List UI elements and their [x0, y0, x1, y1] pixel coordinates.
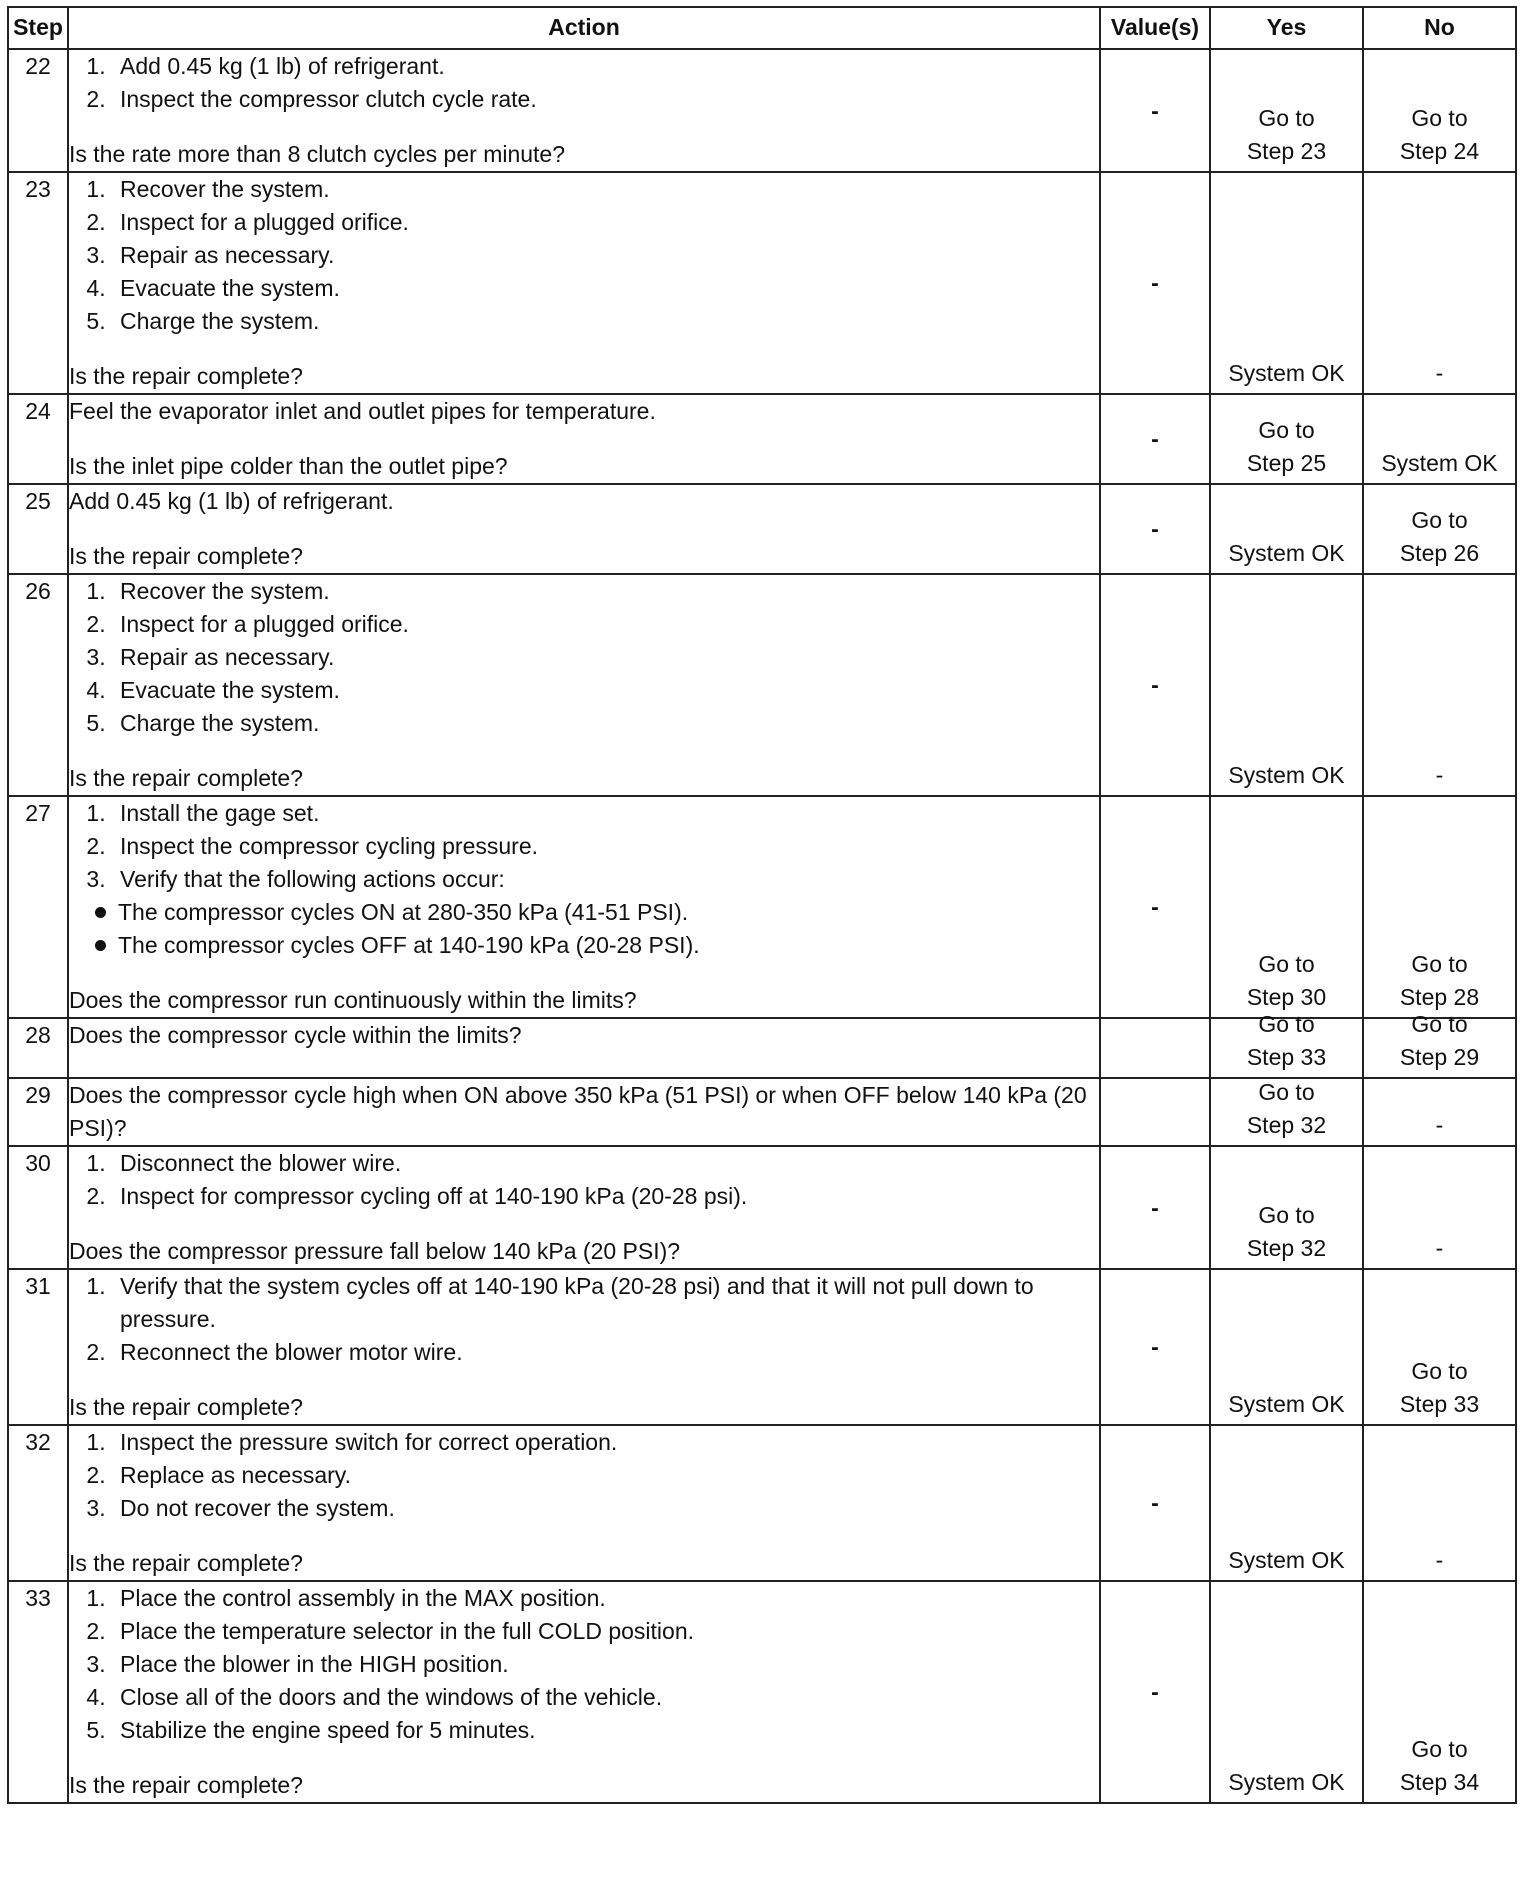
action-question: Is the repair complete?	[69, 1772, 303, 1798]
yes-cell	[1210, 796, 1363, 1018]
value-cell	[1100, 1018, 1210, 1078]
action-list	[69, 50, 1099, 116]
no-cell	[1363, 1581, 1516, 1803]
action-list	[69, 575, 1099, 740]
action-text: Add 0.45 kg (1 lb) of refrigerant.	[69, 488, 394, 514]
action-cell	[68, 49, 1100, 172]
yes-cell	[1210, 1269, 1363, 1425]
table-row	[8, 1425, 1516, 1581]
yes-outcome	[1211, 1008, 1362, 1074]
yes-cell	[1210, 1425, 1363, 1581]
value-text: -	[1151, 515, 1159, 542]
no-outcome	[1364, 1008, 1515, 1074]
table-row	[8, 574, 1516, 796]
yes-outcome-line: Go to	[1258, 1011, 1315, 1037]
action-text: Feel the evaporator inlet and outlet pipes for temperature.	[69, 398, 656, 424]
action-question: Is the repair complete?	[69, 363, 303, 389]
value-text: -	[1151, 269, 1159, 296]
yes-cell	[1210, 172, 1363, 394]
value-text: -	[1151, 1489, 1159, 1516]
action-list-item: 4. Evacuate the system.	[112, 272, 1099, 305]
no-outcome-line: Step 34	[1399, 1769, 1480, 1795]
yes-cell	[1210, 1146, 1363, 1269]
action-question: Does the compressor pressure fall below 140 kPa (20 PSI)?	[69, 1238, 681, 1264]
yes-cell	[1210, 49, 1363, 172]
no-outcome-line: Go to	[1411, 951, 1468, 977]
value-text: -	[1151, 425, 1159, 452]
no-cell	[1363, 796, 1516, 1018]
action-cell	[68, 796, 1100, 1018]
no-outcome	[1364, 1355, 1515, 1421]
action-list-item: 1. Add 0.45 kg (1 lb) of refrigerant.	[112, 50, 1099, 83]
no-outcome-line: Go to	[1411, 105, 1468, 131]
no-outcome-line: Go to	[1411, 1358, 1468, 1384]
action-cell	[68, 1146, 1100, 1269]
table-row	[8, 1078, 1516, 1146]
yes-outcome	[1211, 1388, 1362, 1421]
step-number: 25	[8, 484, 68, 574]
no-outcome	[1364, 1544, 1515, 1577]
yes-outcome-line: System OK	[1228, 762, 1345, 788]
action-list-item: 1. Recover the system.	[112, 575, 1099, 608]
no-cell	[1363, 172, 1516, 394]
value-text: -	[1151, 1678, 1159, 1705]
no-outcome-line: -	[1435, 1112, 1444, 1138]
value-text: -	[1151, 1194, 1159, 1220]
table-row	[8, 172, 1516, 394]
table-row	[8, 49, 1516, 172]
yes-outcome-line: System OK	[1228, 360, 1345, 386]
action-list-item: 2. Inspect for compressor cycling off at 140-190 kPa (20-28 psi).	[112, 1180, 1099, 1213]
value-text: -	[1151, 893, 1159, 920]
value-text: -	[1151, 671, 1159, 698]
yes-outcome	[1211, 1076, 1362, 1142]
action-bullets	[69, 896, 1099, 962]
action-cell	[68, 1425, 1100, 1581]
action-cell	[68, 172, 1100, 394]
action-cell	[68, 574, 1100, 796]
step-number: 22	[8, 49, 68, 172]
yes-outcome-line: System OK	[1228, 540, 1345, 566]
no-cell	[1363, 1078, 1516, 1146]
action-list-item: 3. Verify that the following actions occur:	[112, 863, 1099, 896]
action-list-item: 5. Stabilize the engine speed for 5 minutes.	[112, 1714, 1099, 1747]
yes-cell	[1210, 1581, 1363, 1803]
value-text: -	[1151, 1333, 1159, 1360]
action-list-item: 1. Inspect the pressure switch for correct operation.	[112, 1426, 1099, 1459]
action-list	[69, 173, 1099, 338]
action-cell	[68, 1269, 1100, 1425]
yes-cell	[1210, 1078, 1363, 1146]
action-list	[69, 1147, 1099, 1213]
action-list	[69, 1270, 1099, 1369]
action-text: Does the compressor cycle high when ON above 350 kPa (51 PSI) or when OFF below 140 kPa (20 PSI)?	[69, 1082, 1087, 1141]
no-outcome	[1364, 948, 1515, 1014]
no-outcome	[1364, 447, 1515, 480]
header-values: Value(s)	[1100, 7, 1210, 49]
table-row	[8, 1018, 1516, 1078]
no-outcome-line: Go to	[1411, 1011, 1468, 1037]
action-list-item: 1. Install the gage set.	[112, 797, 1099, 830]
action-question: Does the compressor run continuously within the limits?	[69, 987, 637, 1013]
yes-outcome-line: Go to	[1258, 417, 1315, 443]
no-outcome	[1364, 102, 1515, 168]
yes-outcome	[1211, 357, 1362, 390]
no-outcome-line: -	[1435, 360, 1444, 386]
yes-outcome	[1211, 414, 1362, 480]
no-outcome-line: -	[1435, 762, 1444, 788]
action-question: Is the repair complete?	[69, 543, 303, 569]
step-number: 33	[8, 1581, 68, 1803]
action-list-item: 1. Disconnect the blower wire.	[112, 1147, 1099, 1180]
yes-outcome	[1211, 537, 1362, 570]
value-cell	[1100, 484, 1210, 574]
no-outcome-line: Step 26	[1399, 540, 1480, 566]
diagnostic-table	[7, 6, 1517, 1804]
yes-outcome-line: Step 25	[1246, 450, 1327, 476]
table-body	[8, 49, 1516, 1803]
action-cell	[68, 394, 1100, 484]
action-list	[69, 797, 1099, 896]
yes-outcome	[1211, 1766, 1362, 1799]
no-outcome	[1364, 759, 1515, 792]
no-outcome	[1364, 504, 1515, 570]
no-cell	[1363, 1425, 1516, 1581]
action-list	[69, 1582, 1099, 1747]
value-cell	[1100, 1581, 1210, 1803]
action-list-item: 1. Verify that the system cycles off at 140-190 kPa (20-28 psi) and that it will not pull down to pressure.	[112, 1270, 1099, 1336]
no-outcome-line: Step 28	[1399, 984, 1480, 1010]
value-cell	[1100, 796, 1210, 1018]
action-question: Is the repair complete?	[69, 1550, 303, 1576]
table-row	[8, 484, 1516, 574]
yes-outcome-line: Go to	[1258, 951, 1315, 977]
action-question: Is the repair complete?	[69, 1394, 303, 1420]
step-number: 27	[8, 796, 68, 1018]
yes-outcome-line: Go to	[1258, 1079, 1315, 1105]
no-outcome	[1364, 1733, 1515, 1799]
no-outcome-line: Step 24	[1399, 138, 1480, 164]
action-list-item: 1. Place the control assembly in the MAX position.	[112, 1582, 1099, 1615]
yes-outcome-line: System OK	[1228, 1391, 1345, 1417]
value-cell	[1100, 1146, 1210, 1269]
no-outcome-line: Go to	[1411, 507, 1468, 533]
header-step: Step	[8, 7, 68, 49]
action-list-item: 2. Replace as necessary.	[112, 1459, 1099, 1492]
yes-outcome	[1211, 102, 1362, 168]
no-outcome-line: -	[1435, 1547, 1444, 1573]
table-row	[8, 1581, 1516, 1803]
action-list-item: 5. Charge the system.	[112, 707, 1099, 740]
no-cell	[1363, 1269, 1516, 1425]
action-cell	[68, 1581, 1100, 1803]
yes-cell	[1210, 1011, 1363, 1078]
no-outcome-line: -	[1435, 1235, 1444, 1261]
value-cell	[1100, 1078, 1210, 1146]
yes-outcome-line: Go to	[1258, 1202, 1315, 1228]
table-row	[8, 394, 1516, 484]
value-text: -	[1151, 97, 1159, 123]
yes-cell	[1210, 484, 1363, 574]
no-cell	[1363, 1146, 1516, 1269]
value-cell	[1100, 574, 1210, 796]
action-list-item: 3. Do not recover the system.	[112, 1492, 1099, 1525]
step-number: 24	[8, 394, 68, 484]
no-outcome-line: System OK	[1381, 450, 1498, 476]
action-list-item: 2. Reconnect the blower motor wire.	[112, 1336, 1099, 1369]
action-question: Is the repair complete?	[69, 765, 303, 791]
value-cell	[1100, 394, 1210, 484]
no-cell	[1363, 484, 1516, 574]
yes-outcome-line: Step 33	[1246, 1044, 1327, 1070]
table-row	[8, 796, 1516, 1018]
yes-outcome-line: System OK	[1228, 1769, 1345, 1795]
action-list	[69, 1426, 1099, 1525]
no-outcome-line: Step 29	[1399, 1044, 1480, 1070]
header-no: No	[1363, 7, 1516, 49]
no-outcome	[1364, 357, 1515, 390]
yes-outcome	[1211, 1199, 1362, 1265]
no-outcome-line: Go to	[1411, 1736, 1468, 1762]
yes-outcome-line: System OK	[1228, 1547, 1345, 1573]
header-yes: Yes	[1210, 7, 1363, 49]
no-cell	[1363, 574, 1516, 796]
action-bullet-item: The compressor cycles ON at 280-350 kPa (41-51 PSI).	[111, 896, 1099, 929]
action-question: Is the rate more than 8 clutch cycles per minute?	[69, 141, 566, 167]
step-number: 29	[8, 1078, 68, 1146]
action-bullet-item: The compressor cycles OFF at 140-190 kPa (20-28 PSI).	[111, 929, 1099, 962]
step-number: 26	[8, 574, 68, 796]
action-list-item: 3. Repair as necessary.	[112, 641, 1099, 674]
action-list-item: 2. Inspect the compressor cycling pressure.	[112, 830, 1099, 863]
yes-outcome	[1211, 1544, 1362, 1577]
no-outcome	[1364, 1109, 1515, 1142]
yes-outcome-line: Step 32	[1246, 1235, 1327, 1261]
yes-outcome-line: Go to	[1258, 105, 1315, 131]
action-list-item: 2. Place the temperature selector in the full COLD position.	[112, 1615, 1099, 1648]
value-cell	[1100, 49, 1210, 172]
no-outcome-line: Step 33	[1399, 1391, 1480, 1417]
action-cell	[68, 1018, 1100, 1078]
action-list-item: 3. Repair as necessary.	[112, 239, 1099, 272]
action-list-item: 2. Inspect for a plugged orifice.	[112, 206, 1099, 239]
value-cell	[1100, 1269, 1210, 1425]
table-row	[8, 1269, 1516, 1425]
yes-outcome	[1211, 759, 1362, 792]
action-list-item: 2. Inspect for a plugged orifice.	[112, 608, 1099, 641]
action-list-item: 2. Inspect the compressor clutch cycle rate.	[112, 83, 1099, 116]
action-list-item: 1. Recover the system.	[112, 173, 1099, 206]
yes-outcome-line: Step 32	[1246, 1112, 1327, 1138]
step-number: 23	[8, 172, 68, 394]
yes-outcome-line: Step 23	[1246, 138, 1327, 164]
no-outcome	[1364, 1232, 1515, 1265]
yes-outcome	[1211, 948, 1362, 1014]
table-row	[8, 1146, 1516, 1269]
step-number: 31	[8, 1269, 68, 1425]
header-action: Action	[68, 7, 1100, 49]
action-list-item: 5. Charge the system.	[112, 305, 1099, 338]
yes-cell	[1210, 394, 1363, 484]
step-number: 32	[8, 1425, 68, 1581]
yes-outcome-line: Step 30	[1246, 984, 1327, 1010]
step-number: 30	[8, 1146, 68, 1269]
yes-cell	[1210, 574, 1363, 796]
value-cell	[1100, 172, 1210, 394]
action-cell	[68, 1078, 1100, 1146]
action-cell	[68, 484, 1100, 574]
step-number: 28	[8, 1018, 68, 1078]
action-list-item: 4. Evacuate the system.	[112, 674, 1099, 707]
action-list-item: 4. Close all of the doors and the windows of the vehicle.	[112, 1681, 1099, 1714]
no-cell	[1363, 394, 1516, 484]
header-row	[8, 7, 1516, 49]
value-cell	[1100, 1425, 1210, 1581]
action-list-item: 3. Place the blower in the HIGH position.	[112, 1648, 1099, 1681]
no-cell	[1363, 1011, 1516, 1078]
action-question: Is the inlet pipe colder than the outlet pipe?	[69, 453, 508, 479]
action-text: Does the compressor cycle within the limits?	[69, 1022, 522, 1048]
no-cell	[1363, 49, 1516, 172]
